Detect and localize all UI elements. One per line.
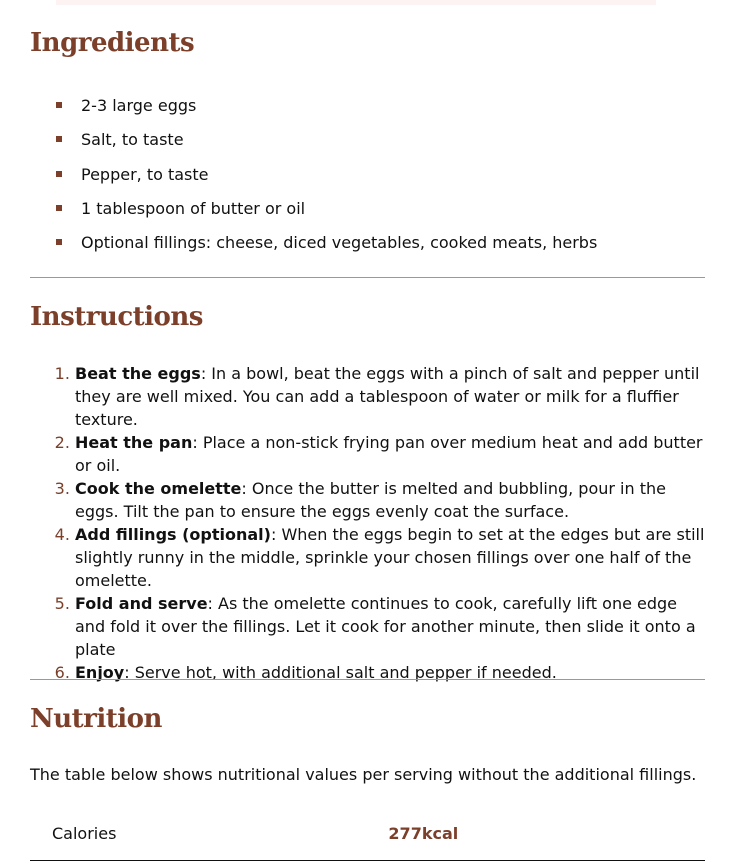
top-banner bbox=[56, 0, 656, 5]
nutrition-label: Calories bbox=[52, 824, 117, 843]
list-item: Optional fillings: cheese, diced vegetables, cooked meats, herbs bbox=[30, 233, 705, 267]
divider bbox=[30, 679, 705, 680]
nutrition-value: 277kcal bbox=[388, 824, 459, 843]
step-item: 4. Add fillings (optional): When the eggs begin to set at the edges but are still slightly runny in the middle, sprinkle your chosen fillings over one half of the omelette. bbox=[75, 523, 707, 592]
step-item: 6. Enjoy: Serve hot, with additional salt and pepper if needed. bbox=[75, 661, 707, 684]
step-item: 1. Beat the eggs: In a bowl, beat the eggs with a pinch of salt and pepper until they are well mixed. You can add a tablespoon of water or milk for a fluffier texture. bbox=[75, 362, 707, 431]
divider bbox=[30, 277, 705, 278]
list-item: 1 tablespoon of butter or oil bbox=[30, 199, 705, 233]
nutrition-heading: Nutrition bbox=[30, 704, 162, 734]
instructions-heading: Instructions bbox=[30, 302, 203, 332]
step-item: 3. Cook the omelette: Once the butter is melted and bubbling, pour in the eggs. Tilt the pan to ensure the eggs evenly coat the surface. bbox=[75, 477, 707, 523]
step-item: 2. Heat the pan: Place a non-stick frying pan over medium heat and add butter or oil. bbox=[75, 431, 707, 477]
nutrition-intro: The table below shows nutritional values per serving without the additional fillings. bbox=[30, 765, 697, 784]
nutrition-row bbox=[30, 824, 705, 861]
list-item: 2-3 large eggs bbox=[30, 96, 705, 130]
ingredients-heading: Ingredients bbox=[30, 28, 195, 58]
instructions-list bbox=[30, 362, 707, 684]
list-item: Salt, to taste bbox=[30, 130, 705, 164]
step-item: 5. Fold and serve: As the omelette continues to cook, carefully lift one edge and fold it over the fillings. Let it cook for another minute, then slide it onto a plate bbox=[75, 592, 707, 661]
list-item: Pepper, to taste bbox=[30, 165, 705, 199]
ingredients-list bbox=[30, 96, 705, 267]
